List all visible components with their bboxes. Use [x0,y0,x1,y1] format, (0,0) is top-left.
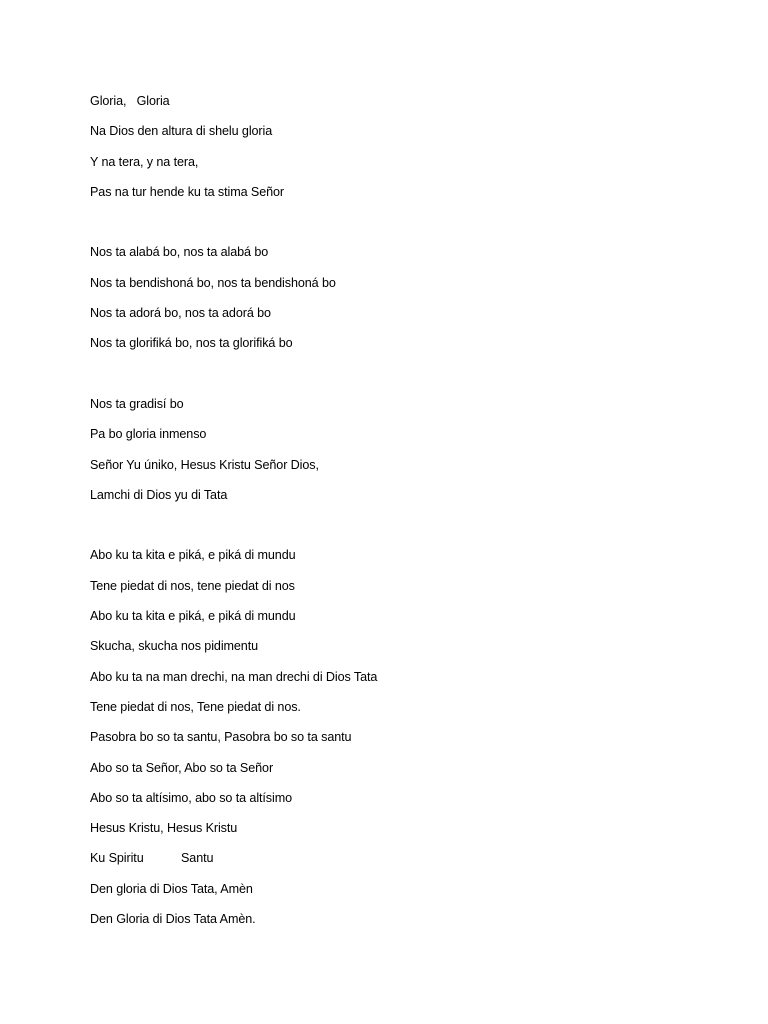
lyric-line: Ku Spiritu Santu [90,851,214,866]
lyric-line: Abo ku ta kita e piká, e piká di mundu [90,609,296,624]
stanza-spacer [90,366,710,396]
lyric-line: Abo so ta altísimo, abo so ta altísimo [90,790,292,805]
lyric-line: Pasobra bo so ta santu, Pasobra bo so ta santu [90,730,352,745]
stanza-3 [90,396,710,517]
lyric-line: Señor Yu úniko, Hesus Kristu Señor Dios, [90,457,319,472]
lyrics-body [90,93,710,941]
lyric-line: Nos ta glorifiká bo, nos ta glorifiká bo [90,336,293,351]
lyric-line: Y na tera, y na tera, [90,154,199,169]
lyric-line: Tene piedat di nos, Tene piedat di nos. [90,699,301,714]
lyric-line: Na Dios den altura di shelu gloria [90,124,273,139]
lyric-line: Nos ta bendishoná bo, nos ta bendishoná bo [90,275,336,290]
lyric-line: Pas na tur hende ku ta stima Señor [90,184,285,199]
lyric-line: Nos ta adorá bo, nos ta adorá bo [90,306,271,321]
lyric-line: Nos ta alabá bo, nos ta alabá bo [90,245,269,260]
lyric-line: Hesus Kristu, Hesus Kristu [90,821,238,836]
lyric-line: Lamchi di Dios yu di Tata [90,487,228,502]
stanza-spacer [90,517,710,547]
lyric-line: Abo so ta Señor, Abo so ta Señor [90,760,274,775]
stanza-2 [90,244,710,365]
lyric-line: Pa bo gloria inmenso [90,427,207,442]
lyric-line: Tene piedat di nos, tene piedat di nos [90,578,295,593]
stanza-4 [90,547,710,941]
stanza-1 [90,93,710,214]
lyric-line: Den gloria di Dios Tata, Amèn [90,881,253,896]
lyric-line: Skucha, skucha nos pidimentu [90,639,259,654]
lyric-line: Gloria, Gloria [90,94,170,108]
lyric-line: Den Gloria di Dios Tata Amèn. [90,912,256,927]
lyric-line: Nos ta gradisí bo [90,396,184,411]
stanza-spacer [90,214,710,244]
lyric-line: Abo ku ta kita e piká, e piká di mundu [90,548,296,563]
lyric-line: Abo ku ta na man drechi, na man drechi di Dios Tata [90,669,378,684]
